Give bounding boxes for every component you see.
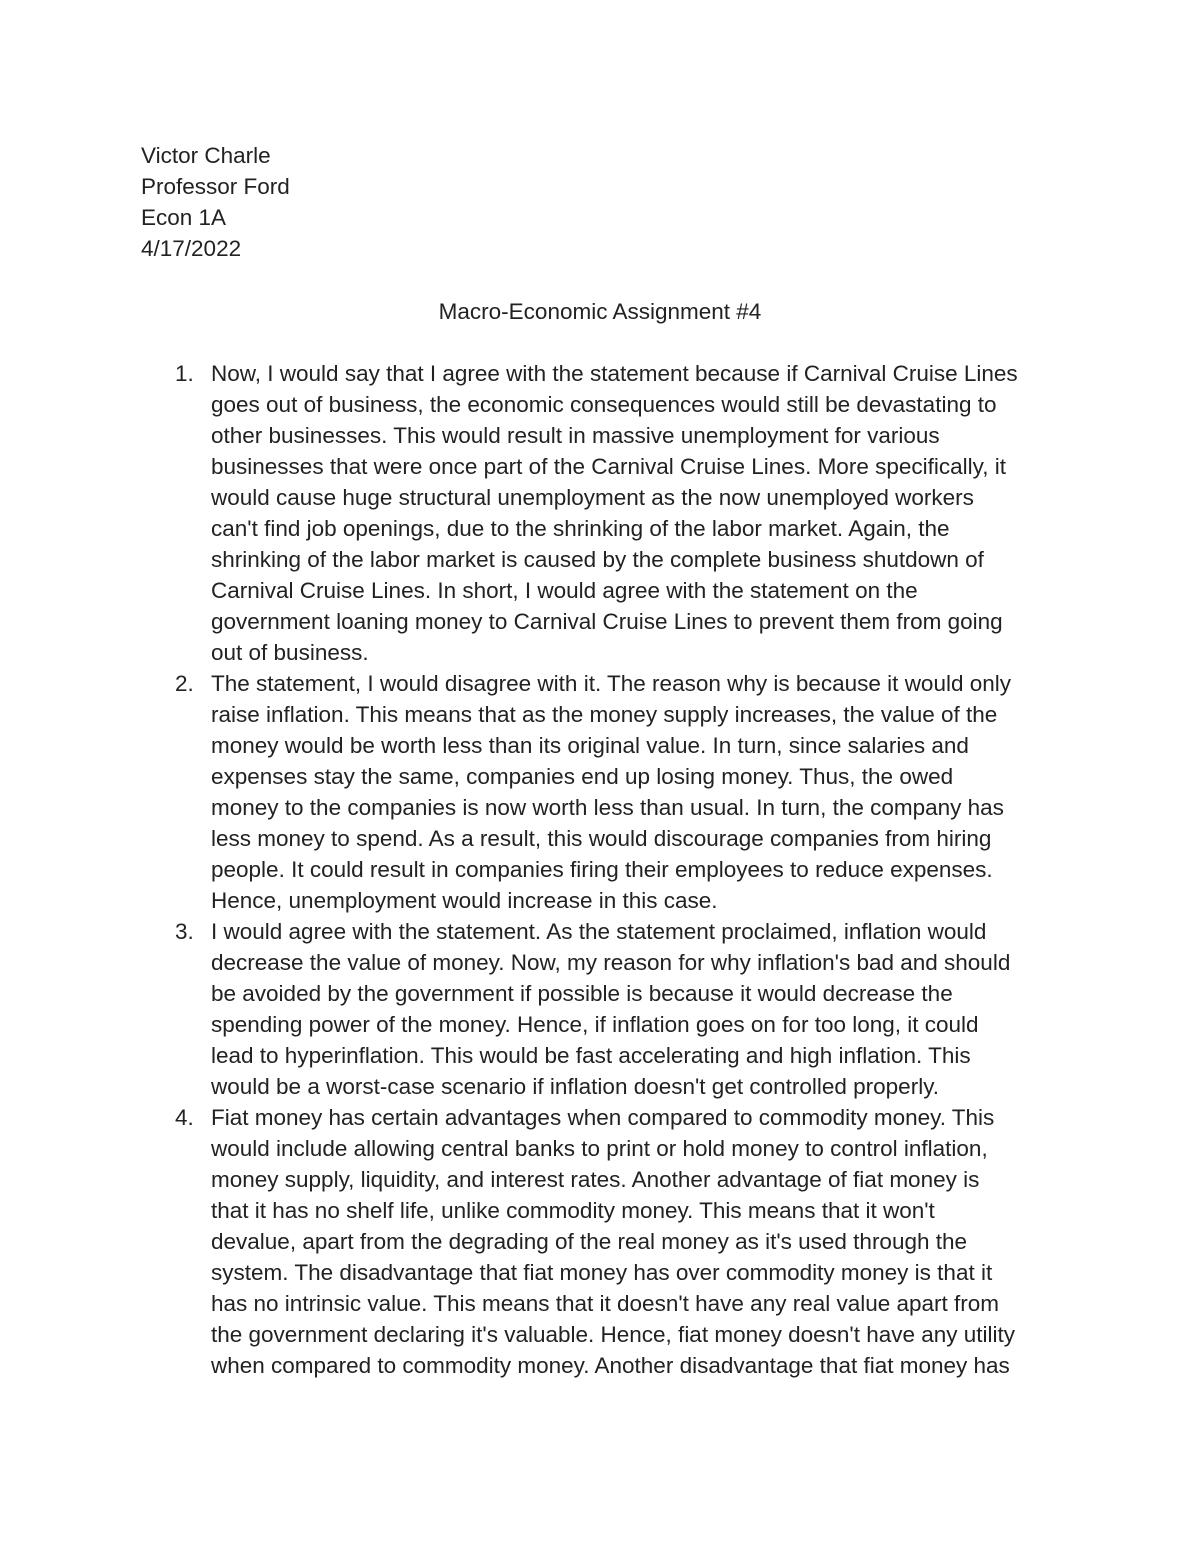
answer-line: goes out of business, the economic consequences would still be devastating to	[211, 392, 997, 417]
answer-line: lead to hyperinflation. This would be fast accelerating and high inflation. This	[211, 1043, 971, 1068]
answer-line: would cause huge structural unemployment as the now unemployed workers	[211, 485, 974, 510]
answer-line: can't find job openings, due to the shrinking of the labor market. Again, the	[211, 516, 950, 541]
answer-text	[211, 668, 1018, 916]
answer-line: raise inflation. This means that as the money supply increases, the value of the	[211, 702, 998, 727]
document-header	[141, 140, 290, 264]
answer-list	[141, 358, 1018, 1381]
answer-line: Hence, unemployment would increase in this case.	[211, 888, 718, 913]
answer-number: 4.	[175, 1105, 194, 1130]
answer-line: that it has no shelf life, unlike commodity money. This means that it won't	[211, 1198, 935, 1223]
answer-line: would be a worst-case scenario if inflation doesn't get controlled properly.	[211, 1074, 940, 1099]
answer-item	[141, 1102, 1018, 1381]
answer-line: devalue, apart from the degrading of the real money as it's used through the	[211, 1229, 968, 1254]
answer-line: money to the companies is now worth less than usual. In turn, the company has	[211, 795, 1004, 820]
answer-line: expenses stay the same, companies end up losing money. Thus, the owed	[211, 764, 954, 789]
answer-line: has no intrinsic value. This means that it doesn't have any real value apart from	[211, 1291, 1000, 1316]
assignment-date: 4/17/2022	[141, 236, 242, 261]
answer-line: Carnival Cruise Lines. In short, I would agree with the statement on the	[211, 578, 918, 603]
answer-line: money supply, liquidity, and interest rates. Another advantage of fiat money is	[211, 1167, 980, 1192]
student-name: Victor Charle	[141, 143, 271, 168]
answer-number: 2.	[175, 671, 194, 696]
answer-line: government loaning money to Carnival Cruise Lines to prevent them from going	[211, 609, 1003, 634]
answer-item	[141, 916, 1018, 1102]
answer-item	[141, 668, 1018, 916]
answer-line: other businesses. This would result in massive unemployment for various	[211, 423, 940, 448]
answer-line: when compared to commodity money. Another disadvantage that fiat money has	[211, 1353, 1010, 1378]
answer-text	[211, 916, 1018, 1102]
course-name: Econ 1A	[141, 205, 227, 230]
answer-item	[141, 358, 1018, 668]
answer-line: would include allowing central banks to print or hold money to control inflation,	[211, 1136, 988, 1161]
answer-line: decrease the value of money. Now, my reason for why inflation's bad and should	[211, 950, 1011, 975]
answer-line: spending power of the money. Hence, if inflation goes on for too long, it could	[211, 1012, 979, 1037]
answer-line: system. The disadvantage that fiat money has over commodity money is that it	[211, 1260, 993, 1285]
professor-name: Professor Ford	[141, 174, 290, 199]
answer-line: businesses that were once part of the Carnival Cruise Lines. More specifically, it	[211, 454, 1006, 479]
answer-line: the government declaring it's valuable. Hence, fiat money doesn't have any utility	[211, 1322, 1016, 1347]
answer-line: people. It could result in companies firing their employees to reduce expenses.	[211, 857, 993, 882]
answer-line: less money to spend. As a result, this would discourage companies from hiring	[211, 826, 992, 851]
answer-line: be avoided by the government if possible is because it would decrease the	[211, 981, 953, 1006]
answer-number: 3.	[175, 919, 194, 944]
answer-text	[211, 358, 1018, 668]
answer-line: Now, I would say that I agree with the statement because if Carnival Cruise Lines	[211, 361, 1018, 386]
document-title: Macro-Economic Assignment #4	[438, 299, 762, 324]
answer-line: money would be worth less than its original value. In turn, since salaries and	[211, 733, 969, 758]
answer-line: out of business.	[211, 640, 369, 665]
answer-line: Fiat money has certain advantages when compared to commodity money. This	[211, 1105, 995, 1130]
answer-text	[211, 1102, 1018, 1381]
answer-line: The statement, I would disagree with it. The reason why is because it would only	[211, 671, 1012, 696]
answer-line: shrinking of the labor market is caused by the complete business shutdown of	[211, 547, 984, 572]
answer-line: I would agree with the statement. As the statement proclaimed, inflation would	[211, 919, 987, 944]
answer-number: 1.	[175, 361, 194, 386]
